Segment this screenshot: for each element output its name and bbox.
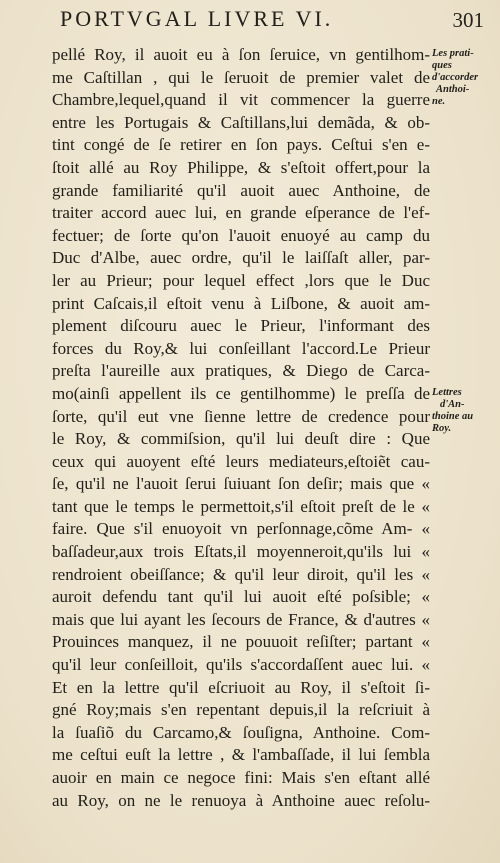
- text-line: la ſuaſiõ du Carcamo,& ſouſigna, Anthoine. Com-: [52, 722, 430, 742]
- text-line: me Caſtillan , qui le ſeruoit de premier valet de: [52, 67, 430, 87]
- margin-note-line: d'An-: [440, 399, 465, 410]
- margin-note-line: thoine au: [432, 411, 474, 422]
- page-number: 301: [452, 8, 484, 32]
- margin-note-line: ques: [432, 60, 452, 71]
- text-line: Prouinces manquez, il ne pouuoit reſiſter; partant «: [52, 632, 430, 652]
- text-line: qu'il leur conſeilloit, qu'ils s'accordaſſent auec lui. «: [52, 655, 430, 675]
- text-line: ſorte, qu'il eut vne ſienne lettre de credence pour: [52, 406, 430, 426]
- page-header: [60, 6, 492, 38]
- text-line: plement diſcouru auec le Prieur, l'informant des: [52, 316, 430, 336]
- text-line: mo(ainſi appellent ils ce gentilhomme) le preſſa de: [52, 383, 430, 403]
- text-line: auroit defendu tant qu'il lui auoit eſté poſsible; «: [52, 587, 430, 607]
- text-line: faire. Que s'il enuoyoit vn perſonnage,cõme Am- «: [52, 519, 430, 539]
- text-line: auoir en main ce negoce fini: Mais s'en eſtant allé: [52, 768, 430, 787]
- text-line: tint congé de ſe retirer en ſon pays. Ceſtui s'en e-: [52, 135, 430, 155]
- text-line: mais que lui ayant les ſecours de France, & d'autres «: [52, 609, 430, 629]
- text-line: gné Roy;mais s'en repentant depuis,il la reſcriuit à: [52, 700, 430, 720]
- text-line: print Caſcais,il eſtoit venu à Liſbone, & auoit am-: [52, 293, 430, 313]
- running-head: PORTVGAL LIVRE VI.: [60, 6, 334, 31]
- margin-note-pratiques: [432, 48, 478, 108]
- margin-note-line: Les prati-: [432, 48, 474, 59]
- margin-note-line: Roy.: [432, 423, 452, 434]
- text-line: au Roy, on ne le renuoya à Anthoine auec reſolu-: [52, 790, 430, 810]
- text-line: Et en la lettre qu'il eſcriuoit au Roy, il s'eſtoit ſi-: [52, 677, 430, 697]
- text-line: tant que le temps le permettoit,s'il eſtoit preſt de le «: [52, 496, 430, 516]
- margin-note-line: Lettres: [432, 387, 462, 398]
- text-line: ſe, qu'il ne l'auoit ſerui ſuiuant ſon deſir; mais que «: [52, 474, 430, 494]
- margin-note-line: ne.: [432, 96, 446, 107]
- text-line: ler au Prieur; pour lequel effect ,lors que le Duc: [52, 270, 430, 290]
- text-line: Duc d'Albe, auec ordre, qu'il le laiſſaſt aller, par-: [52, 248, 430, 268]
- margin-note-line: d'accorder: [432, 72, 479, 83]
- text-line: rendroient obeiſſance; & qu'il leur diroit, qu'il les «: [52, 564, 430, 584]
- margin-note-lettres: [432, 387, 473, 435]
- text-line: grande familiarité qu'il auoit auec Anthoine, de: [52, 180, 430, 200]
- text-line: traiter accord auec lui, en grande eſperance de l'ef-: [52, 203, 430, 223]
- text-line: Chambre,lequel,quand il vit commencer la guerre: [52, 90, 430, 110]
- text-line: baſſadeur,aux trois Eſtats,il moyenneroit,qu'ils lui «: [52, 542, 430, 562]
- body-text: [52, 44, 430, 812]
- margin-note-line: Anthoi-: [436, 84, 470, 95]
- text-line: le Roy, & commiſsion, qu'il lui deuſt dire : Que: [52, 429, 430, 449]
- text-line: forces du Roy,& lui conſeillant l'accord.Le Prieur: [52, 338, 430, 358]
- text-line: entre les Portugais & Caſtillans,lui demãda, & ob-: [52, 112, 430, 132]
- text-line: pellé Roy, il auoit eu à ſon ſeruice, vn gentilhom-: [52, 45, 430, 64]
- text-line: fectuer; de ſorte qu'on l'auoit enuoyé au camp du: [52, 225, 430, 245]
- text-line: preſta l'aureille aux pratiques, & Diego de Carca-: [52, 361, 430, 381]
- text-line: ſtoit allé au Roy Philippe, & s'eſtoit offert,pour la: [52, 157, 430, 177]
- text-line: me ceſtui euſt la lettre , & l'ambaſſade, il lui ſembla: [52, 745, 430, 765]
- text-line: ceux qui auoyent eſté leurs mediateurs,eſtoiẽt cau-: [52, 451, 430, 471]
